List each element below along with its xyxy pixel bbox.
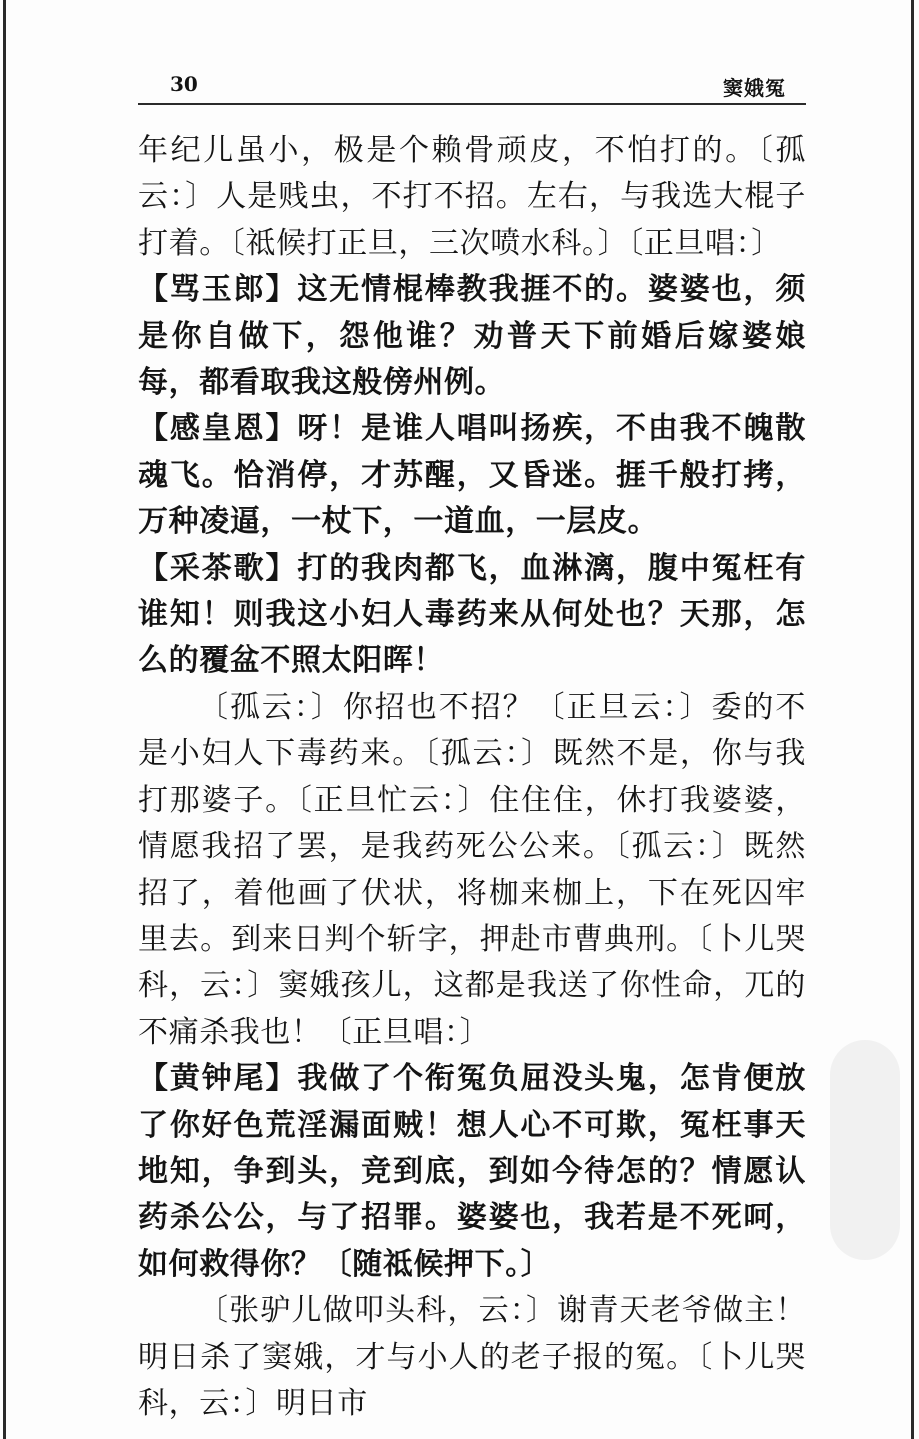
page-header	[170, 70, 806, 102]
aria-name: 【黄钟尾】	[138, 1061, 298, 1097]
aria-text: 这无情棍棒教我捱不的。婆婆也，须是你自做下，怨他谁？劝普天下前婚后嫁婆娘每，都看取我这般傍州例。	[138, 272, 807, 401]
faint-watermark-stamp	[830, 1040, 900, 1260]
aria-text: 打的我肉都飞，血淋漓，腹中冤枉有谁知！则我这小妇人毒药来从何处也？天那，怎么的覆盆不照太阳晖！	[138, 550, 807, 679]
aria-text: 呀！是谁人唱叫扬疾，不由我不魄散魂飞。恰消停，才苏醒，又昏迷。捱千般打拷，万种凌逼，一杖下，一道血，一层皮。	[138, 411, 807, 540]
aria-name: 【骂玉郎】	[138, 272, 298, 308]
page-number: 30	[170, 72, 198, 96]
aria-name: 【采茶歌】	[138, 550, 298, 586]
aria-paragraph	[138, 406, 806, 545]
paragraph	[138, 685, 806, 1056]
scan-border-left	[3, 0, 6, 1439]
aria-name: 【感皇恩】	[138, 411, 298, 447]
paragraph	[138, 128, 806, 267]
scan-border-right	[911, 0, 914, 1439]
aria-paragraph	[138, 546, 806, 685]
aria-paragraph	[138, 1056, 806, 1288]
paragraph-text: 〔孤云：〕你招也不招？〔正旦云：〕委的不是小妇人下毒药来。〔孤云：〕既然不是，你与我打那婆子。〔正旦忙云：〕住住住，休打我婆婆，情愿我招了罢，是我药死公公来。〔孤云：〕既然招了，着他画了伏状，将枷来枷上，下在死囚牢里去。到来日判个斩字，押赴市曹典刑。〔卜儿哭科，云：〕窦娥孩儿，这都是我送了你性命，兀的不痛杀我也！〔正旦唱：〕	[138, 689, 806, 1050]
running-title: 窦娥冤	[723, 76, 786, 100]
body-text	[138, 128, 806, 1427]
paragraph-text: 〔张驴儿做叩头科，云：〕谢青天老爷做主！明日杀了窦娥，才与小人的老子报的冤。〔卜儿哭科，云：〕明日市	[138, 1293, 806, 1421]
aria-text: 我做了个衔冤负屈没头鬼，怎肯便放了你好色荒淫漏面贼！想人心不可欺，冤枉事天地知，争到头，竞到底，到如今待怎的？情愿认药杀公公，与了招罪。婆婆也，我若是不死呵，如何救得你？〔随祗候押下。〕	[138, 1061, 807, 1282]
header-rule	[138, 103, 806, 105]
paragraph	[138, 1288, 806, 1427]
paragraph-text: 年纪儿虽小，极是个赖骨顽皮，不怕打的。〔孤云：〕人是贱虫，不打不招。左右，与我选大棍子打着。〔祗候打正旦，三次喷水科。〕〔正旦唱：〕	[138, 133, 806, 261]
aria-paragraph	[138, 267, 806, 406]
